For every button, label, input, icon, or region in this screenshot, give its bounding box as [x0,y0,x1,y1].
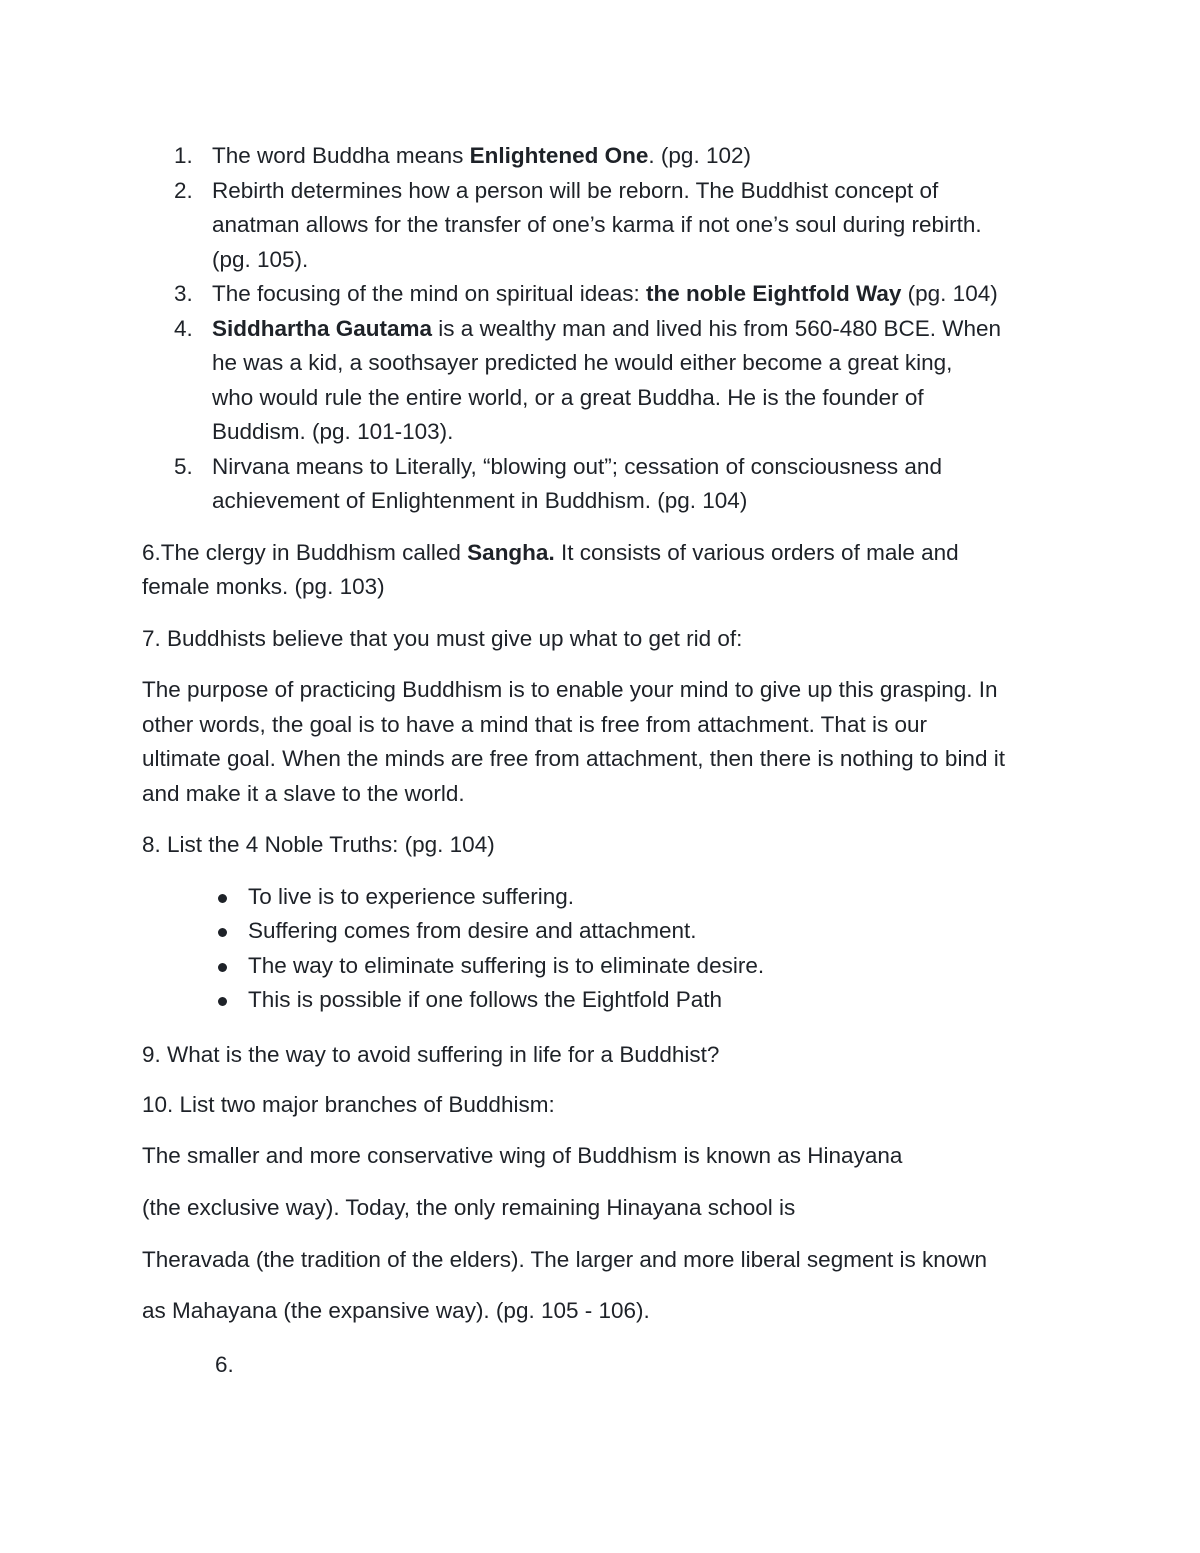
answer-10-line-3: Theravada (the tradition of the elders). The larger and more liberal segment is known [142,1246,988,1272]
question-9: 9. What is the way to avoid suffering in life for a Buddhist? [142,1041,720,1067]
text-line: Buddism. (pg. 101-103). [212,419,454,444]
question-7: 7. Buddhists believe that you must give up what to get rid of: [142,625,743,651]
bullet-icon [218,928,227,937]
list-text: (pg. 104) [901,281,998,306]
question-6 [142,536,1072,605]
list-item-5 [142,450,1072,519]
text-line: (pg. 105). [212,246,309,272]
bullet-text: The way to eliminate suffering is to eliminate desire. [248,952,765,978]
bullet-item [142,880,1072,915]
text-line [212,312,1072,347]
list-text: is a wealthy man and lived his from 560-480 BCE. When [432,315,1002,341]
bullet-item [142,914,1072,949]
text-line: Nirvana means to Literally, “blowing out”; cessation of consciousness and [212,453,942,479]
bold-term: Siddhartha Gautama [212,315,433,341]
text-line: he was a kid, a soothsayer predicted he would either become a great king, [212,350,953,375]
noble-truths-list [142,880,1072,1018]
paragraph-text: It consists of various orders of male and [554,539,959,565]
list-text: The word Buddha means [212,143,470,168]
list-item-4 [142,312,1072,450]
text-line: and make it a slave to the world. [142,780,465,806]
numbered-list [142,139,1072,519]
bullet-text: Suffering comes from desire and attachment. [248,918,697,943]
text-line: The purpose of practicing Buddhism is to enable your mind to give up this grasping. In [142,677,998,702]
text-line: achievement of Enlightenment in Buddhism. (pg. 104) [212,488,748,513]
bullet-icon [218,997,227,1006]
list-number: 1. [174,143,193,168]
text-line: Rebirth determines how a person will be reborn. The Buddhist concept of [212,177,939,203]
list-number: 2. [174,177,193,203]
list-item-2 [142,174,1072,278]
trailing-list-number: 6. [215,1351,234,1377]
text-line: other words, the goal is to have a mind that is free from attachment. That is our [142,711,927,737]
bullet-text: To live is to experience suffering. [248,883,575,909]
list-number: 4. [174,315,193,341]
answer-10-line-4: as Mahayana (the expansive way). (pg. 105 - 106). [142,1298,650,1323]
text-line: ultimate goal. When the minds are free from attachment, then there is nothing to bind it [142,746,1005,771]
document-page [142,139,1072,1382]
question-8: 8. List the 4 Noble Truths: (pg. 104) [142,832,495,857]
answer-7 [142,673,1072,811]
list-item-3 [142,277,1072,312]
list-text: The focusing of the mind on spiritual ideas: [212,281,646,306]
bold-term: the noble Eightfold Way [646,281,902,306]
question-10: 10. List two major branches of Buddhism: [142,1092,555,1117]
answer-10-line-2: (the exclusive way). Today, the only remaining Hinayana school is [142,1195,796,1220]
bullet-icon [218,963,227,972]
list-item-1 [142,139,1072,174]
bullet-text: This is possible if one follows the Eightfold Path [248,987,723,1012]
list-text: . (pg. 102) [648,143,751,168]
text-line: female monks. (pg. 103) [142,574,385,599]
bullet-item [142,949,1072,984]
text-line: who would rule the entire world, or a great Buddha. He is the founder of [212,384,924,410]
paragraph-text: 6.The clergy in Buddhism called [142,539,468,565]
answer-10-line-1: The smaller and more conservative wing of Buddhism is known as Hinayana [142,1142,903,1168]
text-line: anatman allows for the transfer of one’s karma if not one’s soul during rebirth. [212,212,982,237]
list-number: 3. [174,281,193,306]
bold-term: Enlightened One [469,143,649,168]
bullet-icon [218,894,227,903]
bullet-item [142,983,1072,1018]
list-number: 5. [174,453,193,479]
text-line [142,536,1072,571]
bold-term: Sangha. [467,539,555,565]
